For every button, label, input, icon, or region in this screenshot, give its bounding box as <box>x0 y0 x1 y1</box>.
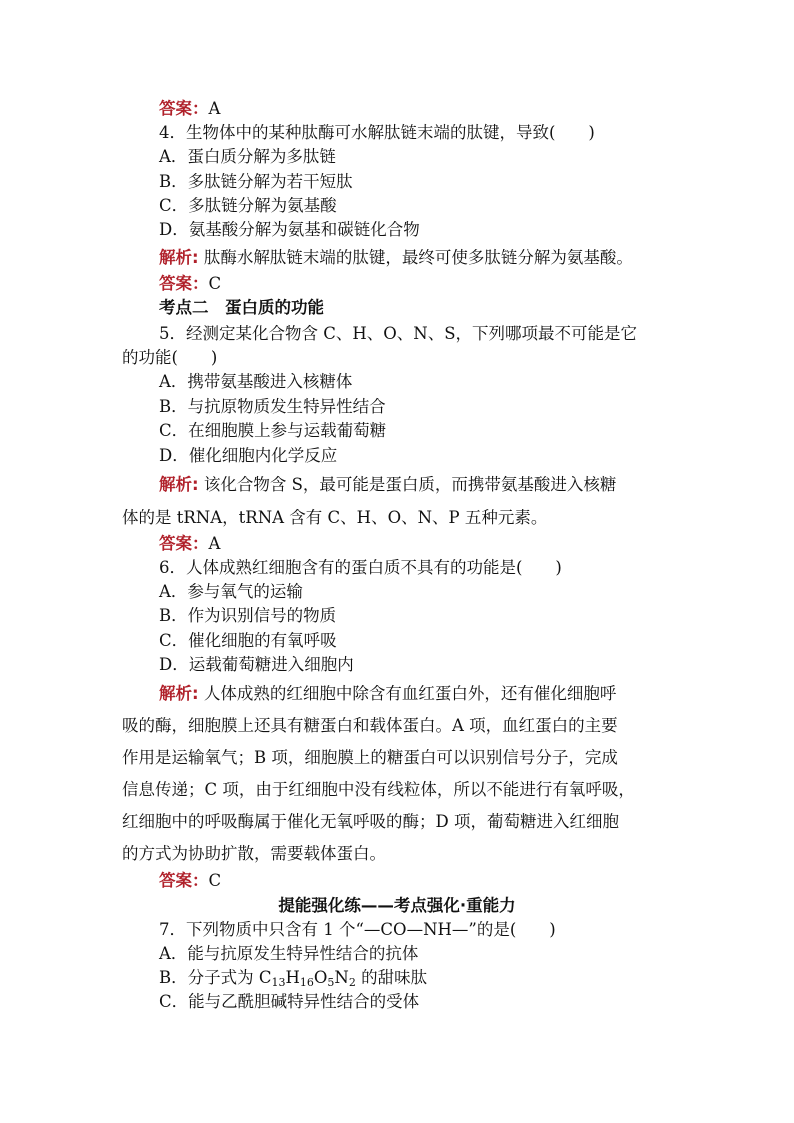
q6-analysis-line-3: 作用是运输氧气；B 项，细胞膜上的糖蛋白可以识别信号分子，完成 <box>122 748 618 767</box>
q6-analysis-line-2: 吸的酶，细胞膜上还具有糖蛋白和载体蛋白。A 项，血红蛋白的主要 <box>122 716 618 735</box>
question-5-line-1: 5．经测定某化合物含 C、H、O、N、S，下列哪项最不可能是它 <box>159 324 638 343</box>
q6-option-d: D．运载葡萄糖进入细胞内 <box>159 655 354 674</box>
q6-option-b: B．作为识别信号的物质 <box>159 606 337 625</box>
q5-option-c: C．在细胞膜上参与运载葡萄糖 <box>159 421 387 440</box>
q6-answer: 答案：C <box>159 871 222 890</box>
q6-analysis-line-5: 红细胞中的呼吸酶属于催化无氧呼吸的酶；D 项，葡萄糖进入红细胞 <box>122 812 619 831</box>
answer-line: 答案：A <box>159 99 221 118</box>
q5-answer: 答案：A <box>159 534 221 553</box>
q6-analysis-line-1: 解析: 人体成熟的红细胞中除含有血红蛋白外，还有催化细胞呼 <box>159 684 617 703</box>
q4-answer: 答案：C <box>159 274 222 293</box>
q5-option-d: D．催化细胞内化学反应 <box>159 446 338 465</box>
q5-option-a: A．携带氨基酸进入核糖体 <box>159 372 353 391</box>
q6-option-a: A．参与氧气的运输 <box>159 582 303 601</box>
q4-analysis: 解析: 肽酶水解肽链末端的肽键，最终可使多肽链分解为氨基酸。 <box>159 248 633 267</box>
q6-option-c: C．催化细胞的有氧呼吸 <box>159 631 337 650</box>
q7-option-a: A．能与抗原发生特异性结合的抗体 <box>159 944 419 963</box>
q7-option-b: B．分子式为 $C_{13}H_{16}O_5N_2$ 的甜味肽 <box>159 968 428 989</box>
q6-analysis-line-6: 的方式为协助扩散，需要载体蛋白。 <box>122 844 386 863</box>
q5-analysis-line-2: 体的是 tRNA，tRNA 含有 C、H、O、N、P 五种元素。 <box>122 508 548 527</box>
q5-analysis-line-1: 解析: 该化合物含 S，最可能是蛋白质，而携带氨基酸进入核糖 <box>159 475 617 494</box>
q4-option-b: B．多肽链分解为若干短肽 <box>159 172 353 191</box>
q7-option-c: C．能与乙酰胆碱特异性结合的受体 <box>159 992 420 1011</box>
q4-option-a: A．蛋白质分解为多肽链 <box>159 147 336 166</box>
section-heading-2: 考点二 蛋白质的功能 <box>159 298 324 317</box>
question-7: 7．下列物质中只含有 1 个“—CO—NH—”的是( ) <box>159 920 556 939</box>
q4-option-c: C．多肽链分解为氨基酸 <box>159 196 337 215</box>
question-5-line-2: 的功能( ) <box>122 348 218 367</box>
q5-option-b: B．与抗原物质发生特异性结合 <box>159 397 386 416</box>
answer-label: 答案： <box>159 99 209 118</box>
question-6: 6．人体成熟红细胞含有的蛋白质不具有的功能是( ) <box>159 558 562 577</box>
question-4: 4．生物体中的某种肽酶可水解肽链末端的肽键，导致( ) <box>159 123 595 142</box>
q4-option-d: D．氨基酸分解为氨基和碳链化合物 <box>159 220 420 239</box>
section-title: 提能强化练——考点强化·重能力 <box>278 896 516 915</box>
q6-analysis-line-4: 信息传递；C 项，由于红细胞中没有线粒体，所以不能进行有氧呼吸， <box>122 780 635 799</box>
